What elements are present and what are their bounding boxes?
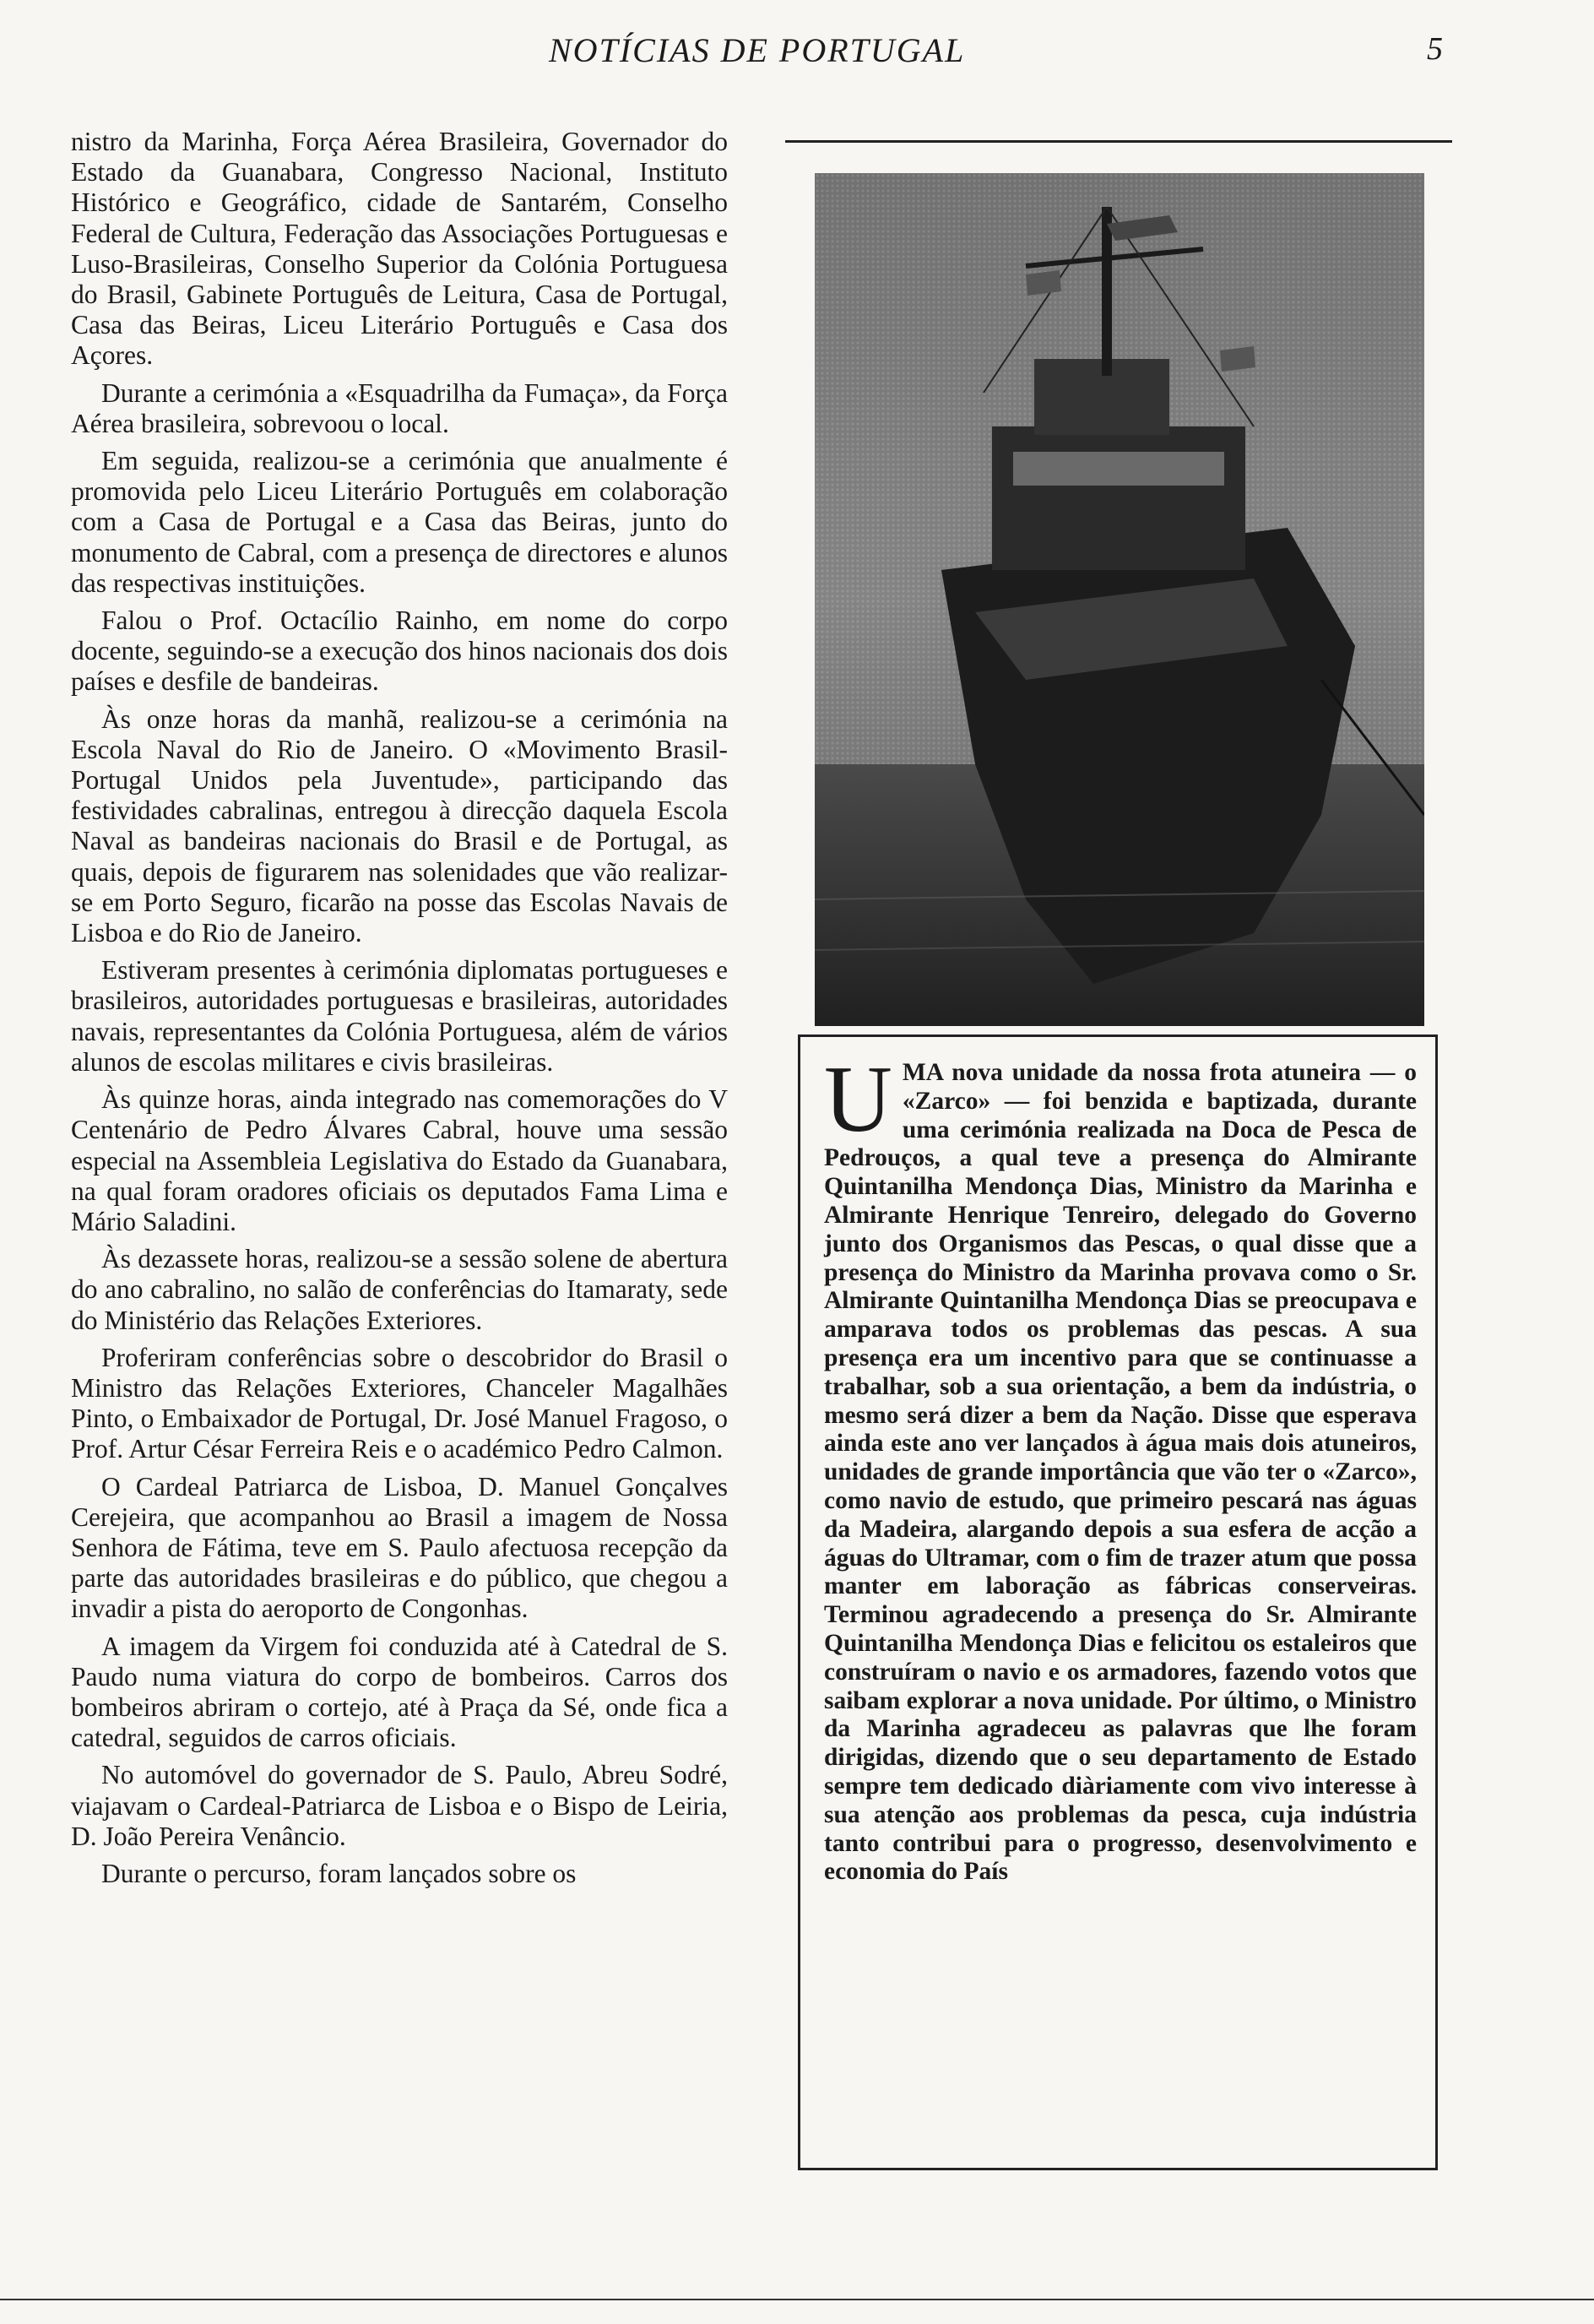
paragraph-11: A imagem da Virgem foi conduzida até à Catedral de S. Paudo numa viatura do corpo de bombeiros. Carros dos bombeiros abriram o cortejo, até à Praça da Sé, onde fica a catedral, seguidos de carros oficiais. [71, 1631, 728, 1753]
paragraph-3: Em seguida, realizou-se a cerimónia que anualmente é promovida pelo Liceu Literário Português em colaboração com a Casa de Portugal e a Casa das Beiras, junto do monumento de Cabral, com a presença de directores e alunos das respectivas instituições. [71, 446, 728, 598]
paragraph-6: Estiveram presentes à cerimónia diplomatas portugueses e brasileiros, autoridades portuguesas e brasileiras, autoridades navais, representantes da Colónia Portuguesa, além de vários alunos de escolas militares e civis brasileiras. [71, 955, 728, 1077]
paragraph-5: Às onze horas da manhã, realizou-se a cerimónia na Escola Naval do Rio de Janeiro. O «Movimento Brasil-Portugal Unidos pela Juventude», participando das festividades cabralinas, entregou à direcção daquela Escola Naval as bandeiras nacionais do Brasil e de Portugal, as quais, depois de figurarem nas solenidades que vão realizar-se em Porto Seguro, ficarão na posse das Escolas Navais de Lisboa e do Rio de Janeiro. [71, 703, 728, 948]
article-column-left [71, 127, 728, 1896]
paragraph-9: Proferiram conferências sobre o descobridor do Brasil o Ministro das Relações Exteriores, Chanceler Magalhães Pinto, o Embaixador de Portugal, Dr. José Manuel Fragoso, o Prof. Artur César Ferreira Reis e o académico Pedro Calmon. [71, 1342, 728, 1464]
paragraph-7: Às quinze horas, ainda integrado nas comemorações do V Centenário de Pedro Álvares Cabral, houve uma sessão especial na Assembleia Legislativa do Estado da Guanabara, na qual foram oradores oficiais os deputados Fama Lima e Mário Saladini. [71, 1084, 728, 1236]
caption-box [798, 1034, 1438, 2170]
page-bottom-rule [0, 2299, 1594, 2300]
caption-text: MA nova unidade da nossa frota atuneira — o «Zarco» — foi benzida e baptizada, durante uma cerimónia realizada na Doca de Pesca de Pedrouços, a qual teve a presença do Almirante Quintanilha Mendonça Dias, Ministro da Marinha e Almirante Henrique Tenreiro, delegado do Governo junto dos Organismos das Pescas, o qual disse que a presença do Ministro da Marinha provava como o Sr. Almirante Quintanilha Mendonça Dias se preocupava e amparava todos os problemas das pescas. A sua presença era um incentivo para que se continuasse a trabalhar, sob a sua orientação, a bem da indústria, o mesmo será dizer a bem da Nação. Disse que esperava ainda este ano ver lançados à água mais dois atuneiros, unidades de grande importância que vão ter o «Zarco», como navio de estudo, que primeiro pescará nas águas da Madeira, alargando depois a sua esfera de acção a águas do Ultramar, com o fim de trazer atum que possa manter em laboração as fábricas conserveiras. Terminou agradecendo a presença do Sr. Almirante Quintanilha Mendonça Dias e felicitou os estaleiros que construíram o navio e os armadores, fazendo votos que saibam explorar a nova unidade. Por último, o Ministro da Marinha agradeceu as palavras que lhe foram dirigidas, dizendo que o seu departamento de Estado sempre tem dedicado diàriamente com vivo interesse à sua atenção aos problemas da pesca, cuja indústria tanto contribui para o progresso, desenvolvimento e economia do País [824, 1059, 1417, 1886]
ship-photo [815, 173, 1424, 1026]
running-title: NOTÍCIAS DE PORTUGAL [549, 31, 966, 69]
paragraph-10: O Cardeal Patriarca de Lisboa, D. Manuel Gonçalves Cerejeira, que acompanhou ao Brasil a imagem de Nossa Senhora de Fátima, teve em S. Paulo afectuosa recepção da parte das autoridades brasileiras e do público, que chegou a invadir a pista do aeroporto de Congonhas. [71, 1471, 728, 1624]
paragraph-12: No automóvel do governador de S. Paulo, Abreu Sodré, viajavam o Cardeal-Patriarca de Lisboa e o Bispo de Leiria, D. João Pereira Venâncio. [71, 1760, 728, 1851]
photo-caption [824, 1047, 1417, 1887]
paragraph-13: Durante o percurso, foram lançados sobre os [101, 1858, 577, 1888]
page-header [0, 30, 1594, 81]
ship-illustration [815, 173, 1424, 1026]
column-top-rule [785, 140, 1452, 143]
page-number: 5 [1427, 31, 1443, 67]
paragraph-2: Durante a cerimónia a «Esquadrilha da Fumaça», da Força Aérea brasileira, sobrevoou o local. [71, 377, 728, 438]
paragraph-1: nistro da Marinha, Força Aérea Brasileira, Governador do Estado da Guanabara, Congresso Nacional, Instituto Histórico e Geográfico, cidade de Santarém, Conselho Federal de Cultura, Federação das Associações Portuguesas e Luso-Brasileiras, Conselho Superior da Colónia Portuguesa do Brasil, Gabinete Português de Leitura, Casa de Portugal, Casa das Beiras, Liceu Literário Português e Casa dos Açores. [71, 127, 728, 371]
paragraph-4: Falou o Prof. Octacílio Rainho, em nome do corpo docente, seguindo-se a execução dos hinos nacionais dos dois países e desfile de bandeiras. [71, 605, 728, 697]
paragraph-8: Às dezassete horas, realizou-se a sessão solene de abertura do ano cabralino, no salão de conferências do Itamaraty, sede do Ministério das Relações Exteriores. [71, 1244, 728, 1335]
drop-cap: U [824, 1047, 892, 1152]
